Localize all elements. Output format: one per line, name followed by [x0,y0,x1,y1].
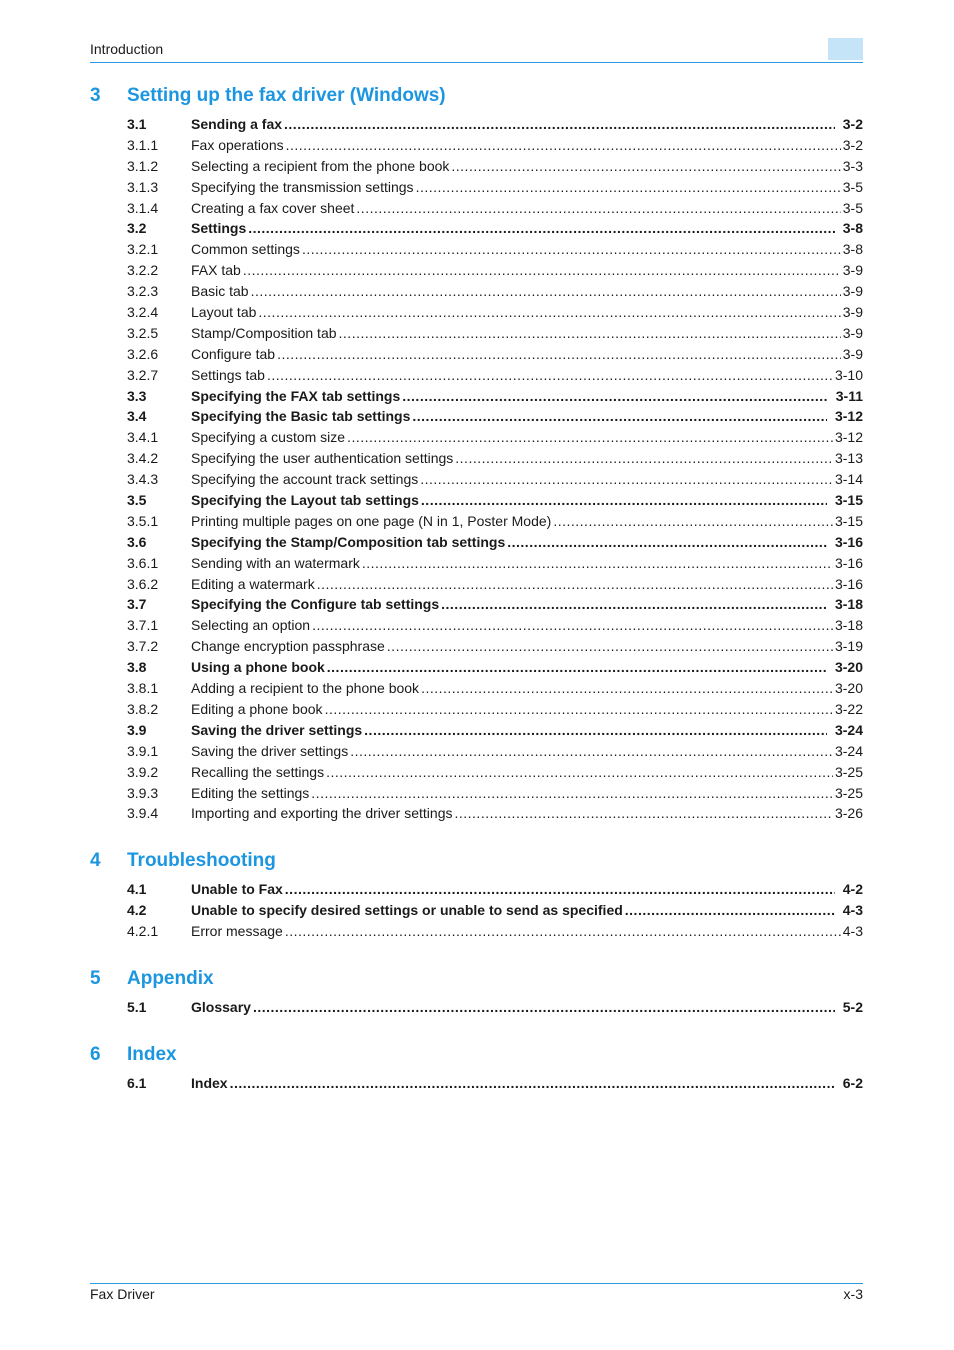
entry-number: 3.9.2 [127,763,159,780]
dot-leader [327,657,827,678]
toc-section-entry[interactable] [90,114,863,135]
entry-page-number: 3-9 [842,345,863,362]
entry-title: Glossary [191,998,251,1015]
entry-page-number: 3-16 [834,554,863,571]
entry-page-number: 3-10 [834,366,863,383]
entry-title: Unable to specify desired settings or unable to send as specified [191,902,623,919]
entry-page-number: 3-9 [842,283,863,300]
toc-subsection-entry[interactable] [90,135,863,156]
entry-page-number: 3-25 [834,763,863,780]
entry-title: Recalling the settings [191,763,325,780]
entry-number: 3.9.4 [127,805,159,822]
entry-number: 4.2 [127,902,147,919]
footer-rule [90,1283,863,1284]
dot-leader [317,574,833,595]
dot-leader [312,615,833,636]
toc-subsection-entry[interactable] [90,302,863,323]
entry-page-number: 3-5 [842,178,863,195]
entry-page-number: 5-2 [842,998,863,1015]
entry-page-number: 3-22 [834,700,863,717]
chapter-section [90,1042,863,1094]
dot-leader [339,323,841,344]
toc-subsection-entry[interactable] [90,344,863,365]
entry-title: Printing multiple pages on one page (N in 1, Poster Mode) [191,512,552,529]
entry-number: 3.8.1 [127,680,159,697]
entry-title: Fax operations [191,136,284,153]
dot-leader [420,469,833,490]
entry-title: Saving the driver settings [191,721,363,738]
entry-title: Selecting an option [191,617,311,634]
dot-leader [421,678,833,699]
entry-number: 3.6.2 [127,575,159,592]
entry-title: Stamp/Composition tab [191,324,337,341]
toc-section-entry[interactable] [90,879,863,900]
toc-subsection-entry[interactable] [90,741,863,762]
entry-page-number: 3-15 [834,492,863,509]
toc-subsection-entry[interactable] [90,762,863,783]
dot-leader [258,302,840,323]
entry-number: 3.2.3 [127,283,159,300]
entry-number: 3.7.1 [127,617,159,634]
dot-leader [356,198,840,219]
running-header-title: Introduction [90,41,164,57]
entry-page-number: 3-9 [842,324,863,341]
entry-title: Specifying the Configure tab settings [191,596,440,613]
entry-title: Selecting a recipient from the phone book [191,157,450,174]
dot-leader [347,427,833,448]
dot-leader [416,177,841,198]
entry-number: 3.8.2 [127,700,159,717]
toc-subsection-entry[interactable] [90,783,863,804]
entry-title: Specifying the transmission settings [191,178,414,195]
entry-title: Using a phone book [191,659,325,676]
entry-page-number: 3-8 [842,241,863,258]
toc-section-entry[interactable] [90,900,863,921]
dot-leader [251,281,841,302]
dot-leader [625,900,835,921]
chapter-title: Appendix [127,967,214,989]
entry-title: Sending a fax [191,116,283,132]
toc-subsection-entry[interactable] [90,636,863,657]
entry-number: 3.5.1 [127,512,159,529]
dot-leader [362,553,833,574]
dot-leader [350,741,833,762]
entry-page-number: 3-13 [834,450,863,467]
entry-number: 3.7.2 [127,638,159,655]
entry-number: 3.4.3 [127,471,159,488]
entry-number: 3.1.2 [127,157,159,174]
toc-section-entry[interactable] [90,490,863,511]
entry-title: Configure tab [191,345,276,362]
entry-title: Importing and exporting the driver settings [191,805,453,822]
entry-title: Specifying the FAX tab settings [191,387,401,404]
dot-leader [387,636,833,657]
toc-subsection-entry[interactable] [90,198,863,219]
dot-leader [412,406,827,427]
toc-subsection-entry[interactable] [90,177,863,198]
chapter-title: Index [127,1043,177,1065]
entry-title: Editing a watermark [191,575,315,592]
dot-leader [243,260,841,281]
entry-number: 3.9.3 [127,784,159,801]
entry-title: Basic tab [191,283,249,300]
entry-title: Adding a recipient to the phone book [191,680,420,697]
entry-page-number: 3-19 [834,638,863,655]
toc-subsection-entry[interactable] [90,365,863,386]
entry-number: 3.9 [127,721,147,738]
chapter-section [90,83,863,824]
toc-subsection-entry[interactable] [90,803,863,824]
dot-leader [285,879,835,900]
entry-page-number: 3-11 [835,387,863,404]
toc-section-entry[interactable] [90,532,863,553]
entry-number: 3.2.1 [127,241,159,258]
entry-title: Editing a phone book [191,700,323,717]
entry-page-number: 3-8 [842,220,863,237]
entry-number: 3.2.6 [127,345,159,362]
toc-subsection-entry[interactable] [90,156,863,177]
entry-number: 3.4.1 [127,429,159,446]
entry-number: 3.8 [127,659,147,676]
chapter-heading[interactable] [90,848,863,874]
toc-section-entry[interactable] [90,1073,863,1094]
chapter-title: Troubleshooting [127,850,276,872]
dot-leader [454,803,832,824]
entry-title: Specifying the Basic tab settings [191,408,411,425]
entry-page-number: 6-2 [842,1074,863,1091]
entry-page-number: 3-14 [834,471,863,488]
dot-leader [302,239,841,260]
entry-number: 3.2 [127,220,147,237]
toc-subsection-entry[interactable] [90,239,863,260]
entry-page-number: 3-26 [834,805,863,822]
entry-page-number: 3-12 [834,429,863,446]
entry-title: FAX tab [191,262,241,279]
chapter-number: 4 [90,850,101,872]
dot-leader [284,114,835,135]
entry-title: Error message [191,923,283,940]
entry-title: Change encryption passphrase [191,638,385,655]
entry-title: Specifying the Stamp/Composition tab settings [191,533,506,550]
chapter-heading[interactable] [90,83,863,109]
entry-page-number: 4-2 [842,881,863,898]
dot-leader [253,997,835,1018]
toc-section-entry[interactable] [90,386,863,407]
entry-number: 3.2.2 [127,262,159,279]
dot-leader [326,762,833,783]
toc-section-entry[interactable] [90,218,863,239]
toc-section-entry[interactable] [90,997,863,1018]
entry-number: 3.2.7 [127,366,159,383]
entry-number: 3.1.1 [127,136,159,153]
dot-leader [402,386,827,407]
dot-leader [451,156,840,177]
entry-title: Common settings [191,241,300,258]
toc-section-entry[interactable] [90,406,863,427]
page-number: x-3 [843,1286,863,1302]
entry-page-number: 3-2 [842,136,863,153]
toc-subsection-entry[interactable] [90,615,863,636]
dot-leader [325,699,833,720]
entry-title: Index [191,1074,228,1091]
dot-leader [455,448,833,469]
entry-title: Specifying the user authentication settings [191,450,454,467]
entry-page-number: 3-24 [834,721,863,738]
entry-number: 6.1 [127,1074,147,1091]
toc-subsection-entry[interactable] [90,323,863,344]
toc-subsection-entry[interactable] [90,281,863,302]
dot-leader [267,365,833,386]
running-footer-title: Fax Driver [90,1286,155,1302]
entry-title: Sending with an watermark [191,554,360,571]
entry-page-number: 3-16 [834,575,863,592]
entry-number: 3.3 [127,387,147,404]
toc-subsection-entry[interactable] [90,678,863,699]
header-tab-marker [828,38,863,60]
dot-leader [286,135,841,156]
dot-leader [311,783,833,804]
entry-page-number: 3-15 [834,512,863,529]
entry-number: 3.1.3 [127,178,159,195]
entry-title: Specifying the Layout tab settings [191,492,419,509]
entry-title: Settings tab [191,366,265,383]
entry-page-number: 3-20 [834,680,863,697]
chapter-section [90,848,863,942]
entry-number: 3.9.1 [127,742,159,759]
entry-number: 3.4 [127,408,147,425]
entry-number: 4.2.1 [127,923,159,940]
entry-page-number: 3-24 [834,742,863,759]
entry-title: Unable to Fax [191,881,283,898]
entry-page-number: 3-16 [834,533,863,550]
entry-title: Settings [191,220,247,237]
entry-page-number: 3-5 [842,199,863,216]
entry-page-number: 3-12 [834,408,863,425]
dot-leader [285,921,841,942]
entry-number: 4.1 [127,881,147,898]
entry-page-number: 3-3 [842,157,863,174]
entry-number: 3.4.2 [127,450,159,467]
entry-title: Specifying the account track settings [191,471,419,488]
entry-page-number: 3-25 [834,784,863,801]
chapter-heading[interactable] [90,1042,863,1068]
entry-number: 3.2.5 [127,324,159,341]
entry-page-number: 3-20 [834,659,863,676]
entry-page-number: 4-3 [842,902,863,919]
chapter-number: 5 [90,967,101,989]
entry-page-number: 3-2 [842,116,863,132]
entry-page-number: 3-9 [842,304,863,321]
chapter-heading[interactable] [90,966,863,992]
dot-leader [441,594,827,615]
entry-title: Layout tab [191,304,257,321]
toc-section-entry[interactable] [90,594,863,615]
toc-subsection-entry[interactable] [90,699,863,720]
entry-page-number: 3-18 [834,617,863,634]
dot-leader [364,720,827,741]
entry-page-number: 3-9 [842,262,863,279]
toc-subsection-entry[interactable] [90,448,863,469]
toc-section-entry[interactable] [90,657,863,678]
toc-subsection-entry[interactable] [90,511,863,532]
entry-number: 3.1 [127,116,147,132]
entry-number: 5.1 [127,998,147,1015]
entry-title: Editing the settings [191,784,310,801]
entry-page-number: 4-3 [842,923,863,940]
chapter-number: 3 [90,85,101,106]
header-rule [90,62,863,63]
entry-number: 3.5 [127,492,147,509]
dot-leader [230,1073,835,1094]
entry-title: Creating a fax cover sheet [191,199,355,216]
chapter-title: Setting up the fax driver (Windows) [127,85,446,106]
toc-subsection-entry[interactable] [90,574,863,595]
entry-number: 3.1.4 [127,199,159,216]
toc-subsection-entry[interactable] [90,553,863,574]
toc-subsection-entry[interactable] [90,260,863,281]
toc-subsection-entry[interactable] [90,469,863,490]
dot-leader [507,532,827,553]
entry-number: 3.6 [127,533,147,550]
toc-section-entry[interactable] [90,720,863,741]
chapter-section [90,966,863,1018]
dot-leader [248,218,835,239]
entry-number: 3.6.1 [127,554,159,571]
entry-title: Specifying a custom size [191,429,346,446]
entry-page-number: 3-18 [834,596,863,613]
table-of-contents [90,83,863,1094]
dot-leader [553,511,833,532]
toc-subsection-entry[interactable] [90,921,863,942]
dot-leader [421,490,827,511]
chapter-number: 6 [90,1043,101,1065]
dot-leader [277,344,841,365]
entry-number: 3.2.4 [127,304,159,321]
entry-title: Saving the driver settings [191,742,349,759]
entry-number: 3.7 [127,596,147,613]
toc-subsection-entry[interactable] [90,427,863,448]
